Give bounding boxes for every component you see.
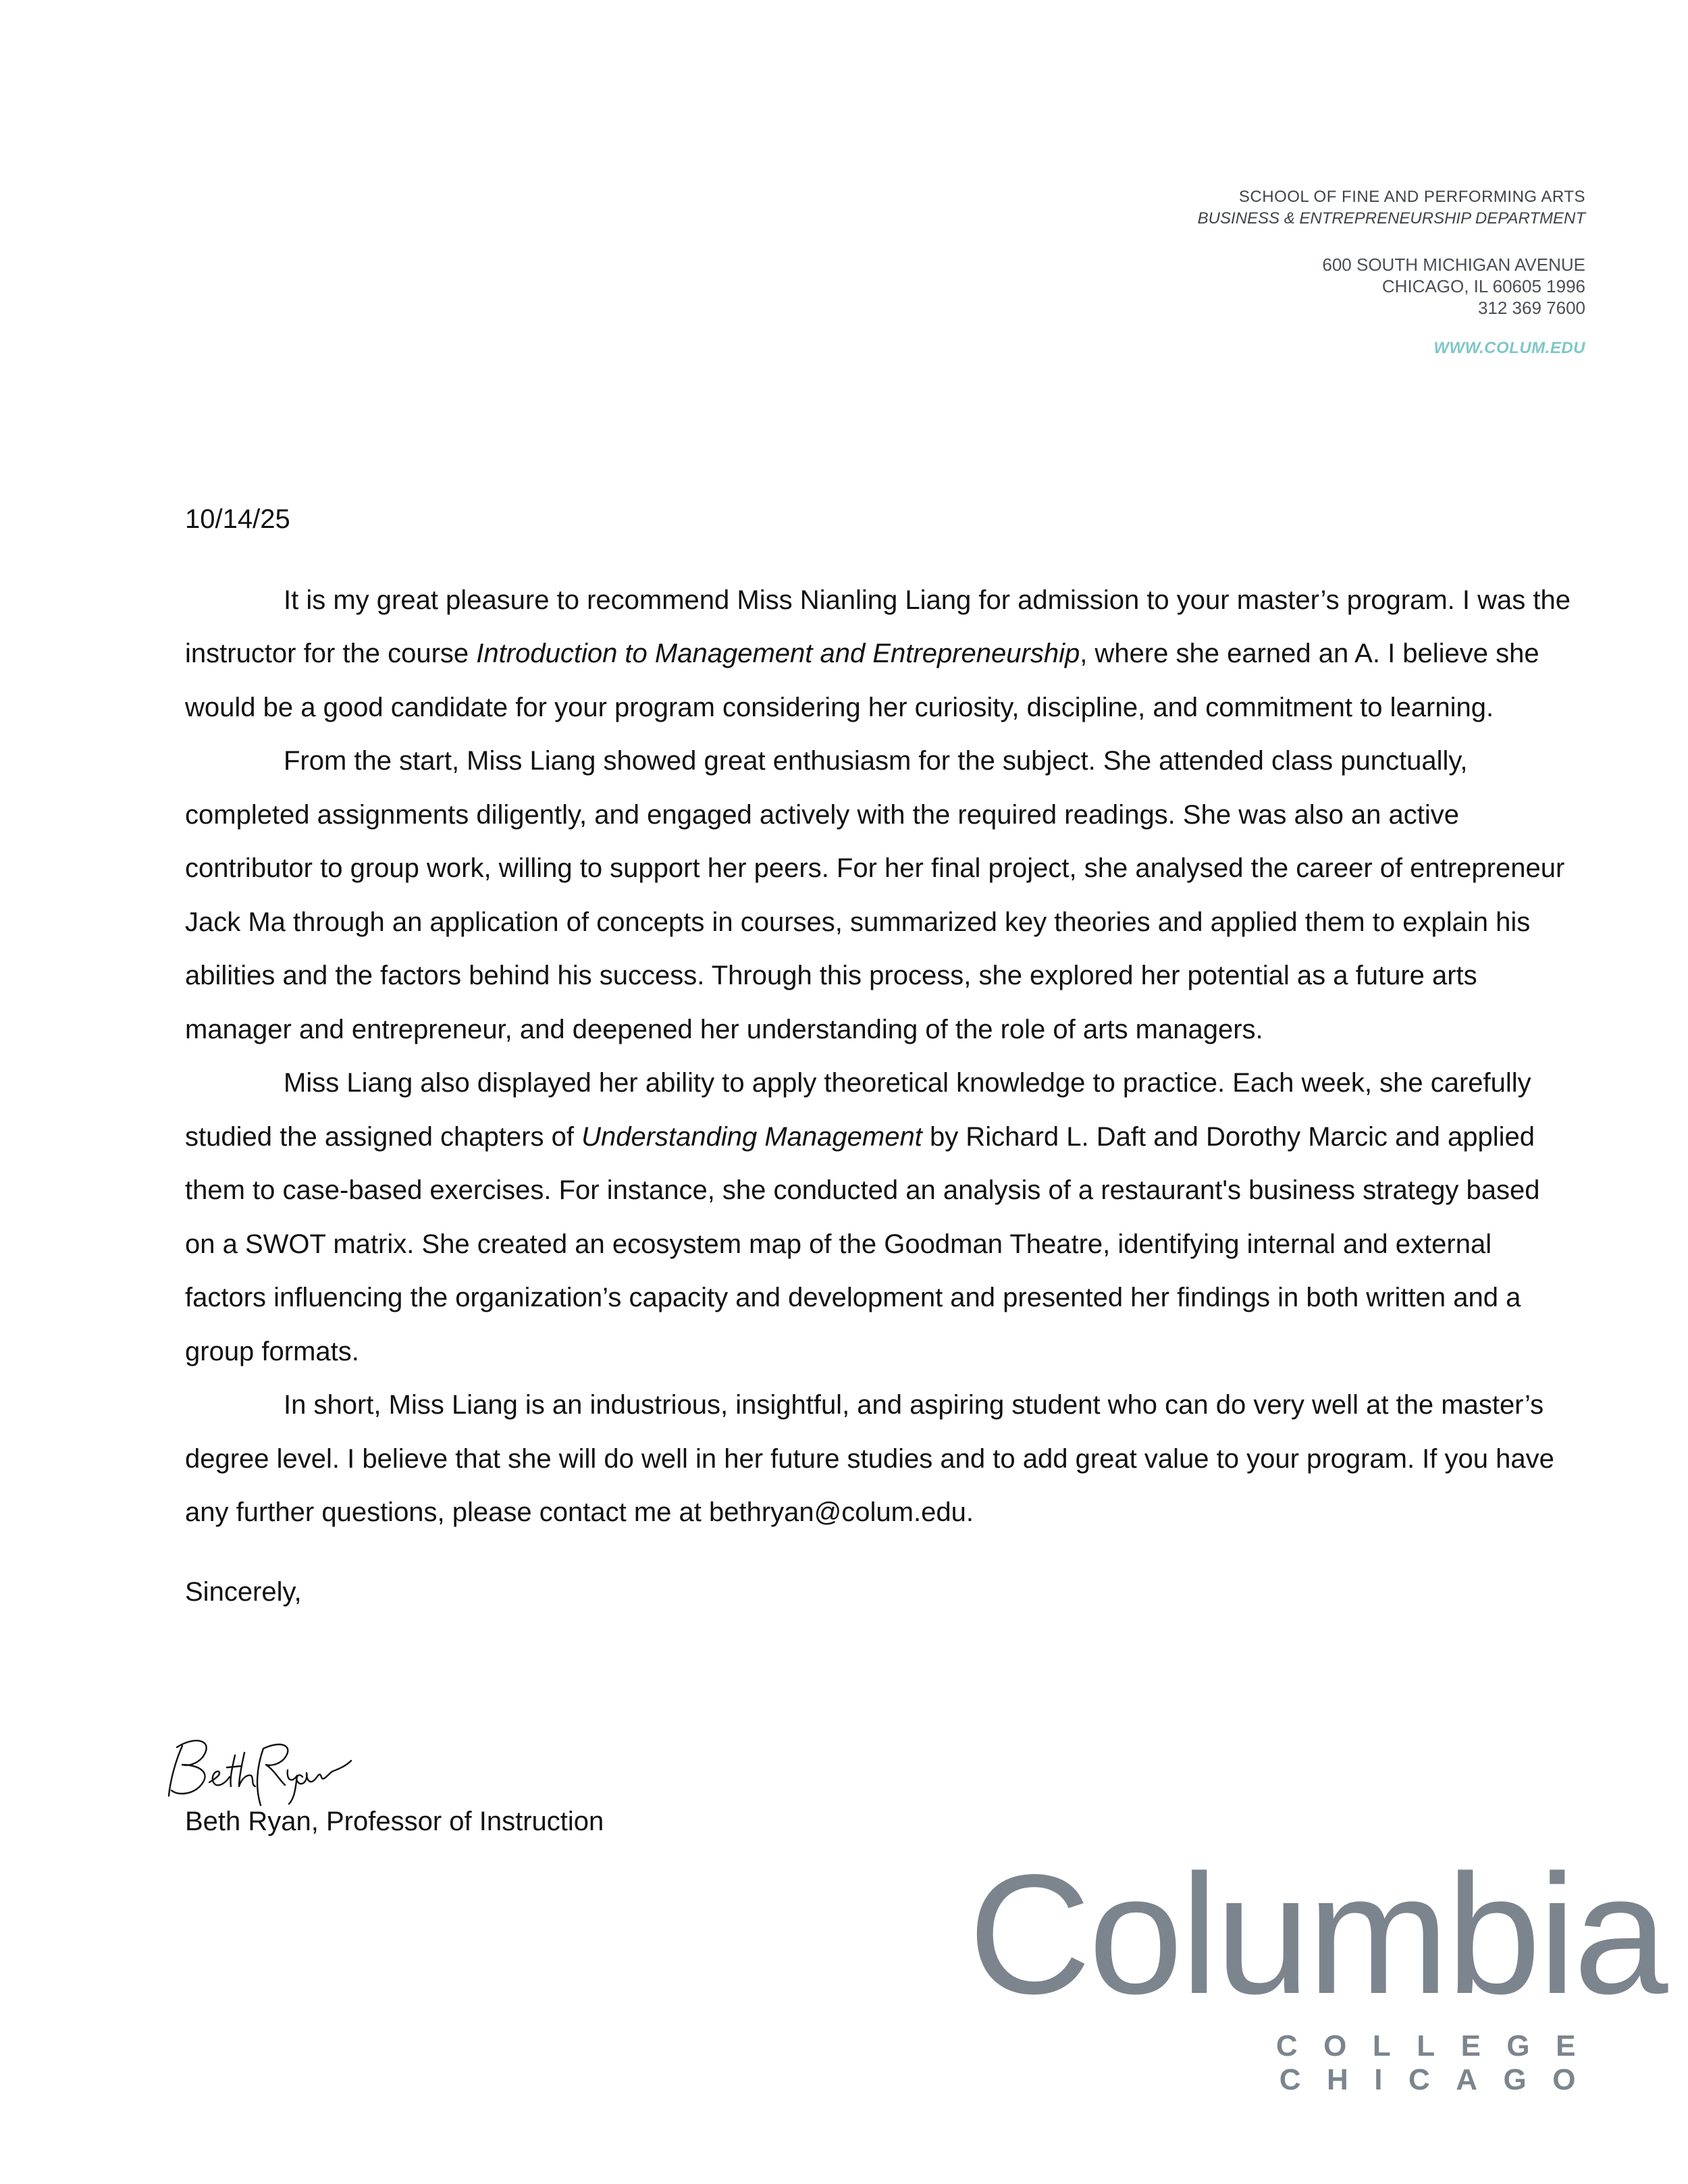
letterhead [978, 186, 1585, 358]
department-name: BUSINESS & ENTREPRENEURSHIP DEPARTMENT [1197, 209, 1585, 228]
address-block [978, 254, 1585, 319]
paragraph-3-part-a: Miss Liang also displayed her ability to apply theoretical knowledge to practice. Each week, she carefully studied the assigned chapters of [185, 1068, 1531, 1152]
paragraph-1-part-a: It is my great pleasure to recommend Miss Nianling Liang for admission to your master’s program. I was the instructor for the course [185, 585, 1571, 668]
closing: Sincerely, [185, 1576, 302, 1607]
website-link[interactable]: WWW.COLUM.EDU [1433, 339, 1585, 357]
school-name: SCHOOL OF FINE AND PERFORMING ARTS [1238, 188, 1585, 206]
paragraph-3 [185, 1057, 1576, 1379]
address-street: 600 SOUTH MICHIGAN AVENUE [1322, 255, 1585, 275]
course-title: Introduction to Management and Entrepreneurship [476, 639, 1080, 668]
paragraph-1-part-b: , where she earned an A. I believe she would be a good candidate for your program considering her curiosity, discipline, and commitment to learning. [185, 639, 1539, 722]
logo-subline: COLLEGE CHICAGO [1275, 2029, 1602, 2096]
letter-date: 10/14/25 [185, 504, 290, 534]
signature-stroke-r [257, 1744, 288, 1805]
paragraph-3-part-b: by Richard L. Daft and Dorothy Marcic and applied them to case-based exercises. For instance, she conducted an analysis of a restaurant's business strategy based on a SWOT matrix. She created an ecosystem map of the Goodman Theatre, identifying internal and external factors influencing the organization’s capacity and development and presented her findings in both written and a group formats. [185, 1121, 1540, 1366]
signature-stroke-b [169, 1740, 207, 1796]
book-title: Understanding Management [581, 1121, 922, 1152]
phone-number: 312 369 7600 [1477, 298, 1585, 318]
handwritten-signature [162, 1720, 365, 1808]
college-logo [968, 1840, 1666, 2097]
signer-name-title: Beth Ryan, Professor of Instruction [185, 1807, 604, 1836]
signature-stroke-eth [209, 1753, 255, 1786]
signature-stroke-yan [288, 1761, 351, 1804]
paragraph-4: In short, Miss Liang is an industrious, insightful, and aspiring student who can do very well at the master’s degree level. I believe that she will do well in her future studies and to add great value to your program. If you have any further questions, please contact me at bethryan@colum.edu. [185, 1390, 1554, 1527]
logo-wordmark: Columbia [968, 1840, 1666, 2029]
address-city: CHICAGO, IL 60605 1996 [1381, 276, 1585, 296]
paragraph-2: From the start, Miss Liang showed great enthusiasm for the subject. She attended class punctually, completed assignments diligently, and engaged actively with the required readings. She was also an active contributor to group work, willing to support her peers. For her final project, she analysed the career of entrepreneur Jack Ma through an application of concepts in courses, summarized key theories and applied them to explain his abilities and the factors behind his success. Through this process, she explored her potential as a future arts manager and entrepreneur, and deepened her understanding of the role of arts managers. [185, 746, 1565, 1044]
letter-body [185, 493, 1576, 1619]
paragraph-1 [185, 574, 1576, 735]
